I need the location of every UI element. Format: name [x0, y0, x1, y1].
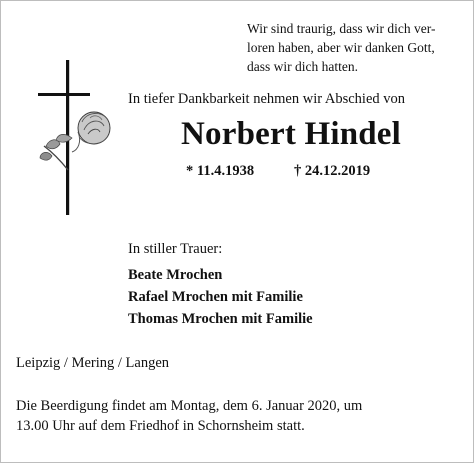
- quote-block: [247, 19, 436, 76]
- places-line: Leipzig / Mering / Langen: [16, 355, 170, 371]
- mourner-name: Rafael Mrochen mit Familie: [128, 289, 303, 305]
- quote-line: loren haben, aber wir danken Gott,: [247, 40, 435, 55]
- mourner-name: Thomas Mrochen mit Familie: [128, 311, 313, 327]
- cross-with-rose: [38, 60, 118, 215]
- quote-line: Wir sind traurig, dass wir dich ver-: [247, 21, 436, 36]
- funeral-line: 13.00 Uhr auf dem Friedhof in Schornsheim statt.: [16, 418, 305, 434]
- quote-line: dass wir dich hatten.: [247, 59, 358, 74]
- funeral-info: [16, 396, 362, 436]
- mourner-name: Beate Mrochen: [128, 267, 223, 283]
- birth-date: * 11.4.1938: [186, 163, 255, 179]
- intro-text: In tiefer Dankbarkeit nehmen wir Abschied von: [128, 91, 406, 107]
- rose-icon: [40, 112, 110, 170]
- mourners-list: [128, 264, 313, 330]
- deceased-name: Norbert Hindel: [181, 116, 402, 152]
- death-date: † 24.12.2019: [294, 163, 371, 179]
- mourning-label: In stiller Trauer:: [128, 241, 223, 257]
- funeral-line: Die Beerdigung findet am Montag, dem 6. Januar 2020, um: [16, 398, 363, 414]
